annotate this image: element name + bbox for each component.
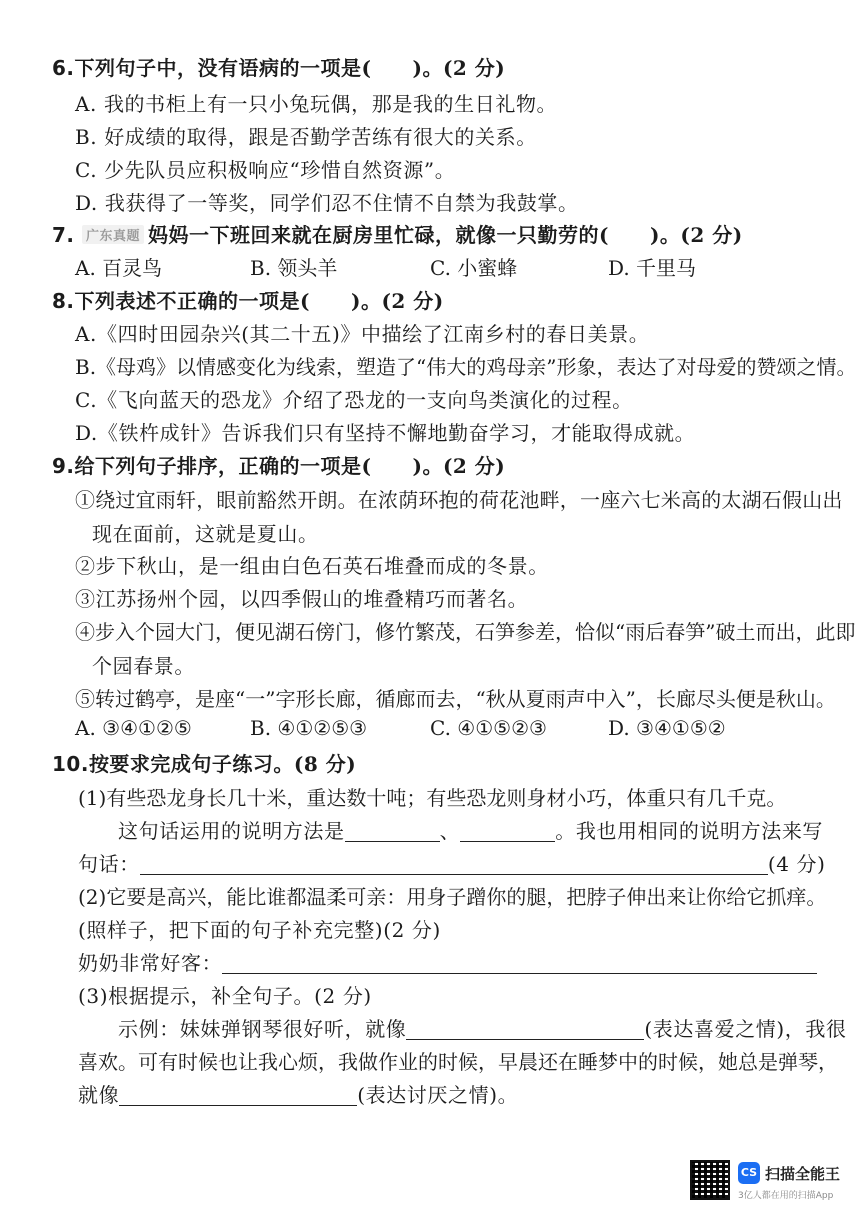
q9-sentence-2: ②步下秋山，是一组由白色石英石堆叠而成的冬景。 [75, 554, 549, 578]
q6-option-a[interactable]: A. 我的书柜上有一只小兔玩偶，那是我的生日礼物。 [75, 92, 558, 116]
prompt-text: 这句话运用的说明方法是 [118, 819, 345, 843]
prompt-text: 。我也用相同的说明方法来写 [555, 819, 824, 843]
prompt-text: 句话： [78, 852, 140, 876]
question-6-stem [52, 52, 505, 81]
q9-sentence-5: ⑤转过鹤亭，是座“一”字形长廊，循廊而去，“秋从夏雨声中入”，长廊尽头便是秋山。 [75, 687, 836, 711]
q10-part3-instruction: (3)根据提示，补全句子。(2 分) [78, 984, 372, 1008]
q10-part1-prompt [118, 815, 823, 844]
question-text: 妈妈一下班回来就在厨房里忙碌，就像一只勤劳的( )。(2 分) [148, 223, 743, 247]
q8-option-a[interactable]: A.《四时田园杂兴(其二十五)》中描绘了江南乡村的春日美景。 [75, 322, 650, 346]
q10-part1-write-line [78, 848, 826, 877]
q10-part3-write-line [78, 1079, 518, 1108]
q10-part2-instruction: (照样子，把下面的句子补充完整)(2 分) [78, 918, 441, 942]
score-label: (4 分) [767, 852, 826, 876]
question-text: 下列表述不正确的一项是( )。(2 分) [74, 289, 444, 313]
question-text: 下列句子中，没有语病的一项是( )。(2 分) [74, 56, 506, 80]
q8-option-c[interactable]: C.《飞向蓝天的恐龙》介绍了恐龙的一支向鸟类演化的过程。 [75, 388, 633, 412]
q7-option-c[interactable]: C. 小蜜蜂 [430, 256, 518, 280]
question-number: 8. [52, 289, 75, 313]
app-name: 扫描全能王 [765, 1165, 841, 1183]
q8-option-d[interactable]: D.《铁杵成针》告诉我们只有坚持不懈地勤奋学习，才能取得成就。 [75, 421, 696, 445]
q9-option-a[interactable]: A. ③④①②⑤ [75, 716, 192, 740]
q9-sentence-4: ④步入个园大门，便见湖石傍门，修竹繁茂，石笋参差，恰似“雨后春笋”破土而出，此即 [75, 620, 856, 644]
q10-part3-example-line [118, 1013, 847, 1042]
cs-logo-icon: CS [738, 1162, 760, 1184]
app-tagline: 3亿人都在用的扫描App [738, 1191, 834, 1201]
question-text: 按要求完成句子练习。(8 分) [88, 752, 357, 776]
hint-text: (表达喜爱之情)，我很 [644, 1017, 847, 1041]
answer-blank-sentence[interactable] [140, 854, 768, 875]
q10-part2-sentence: (2)它要是高兴，能比谁都温柔可亲：用身子蹭你的腿，把脖子伸出来让你给它抓痒。 [78, 885, 827, 909]
answer-blank-method-2[interactable] [460, 821, 555, 842]
q9-sentence-3: ③江苏扬州个园，以四季假山的堆叠精巧而著名。 [75, 587, 529, 611]
q10-part1-sentence: (1)有些恐龙身长几十米，重达数十吨；有些恐龙则身材小巧，体重只有几千克。 [78, 786, 787, 810]
q9-option-c[interactable]: C. ④①⑤②③ [430, 716, 547, 740]
q6-option-c[interactable]: C. 少先队员应积极响应“珍惜自然资源”。 [75, 158, 456, 182]
q7-option-a[interactable]: A. 百灵鸟 [75, 256, 163, 280]
prompt-text: 示例：妹妹弹钢琴很好听，就像 [118, 1017, 407, 1041]
prompt-text: 奶奶非常好客： [78, 951, 223, 975]
question-9-stem [52, 450, 505, 479]
question-number: 6. [52, 56, 75, 80]
q6-option-d[interactable]: D. 我获得了一等奖，同学们忍不住情不自禁为我鼓掌。 [75, 191, 579, 215]
answer-blank-method-1[interactable] [345, 821, 440, 842]
q7-option-b[interactable]: B. 领头羊 [250, 256, 338, 280]
q6-option-b[interactable]: B. 好成绩的取得，跟是否勤学苦练有很大的关系。 [75, 125, 537, 149]
q10-part2-write-line [78, 947, 817, 976]
question-number: 9. [52, 454, 75, 478]
source-tag: 广东真题 [82, 225, 144, 244]
question-number: 10. [52, 752, 89, 776]
q9-sentence-4-cont: 个园春景。 [92, 654, 195, 678]
prompt-text: 就像 [78, 1083, 120, 1107]
question-8-stem [52, 285, 444, 314]
q8-option-b[interactable]: B.《母鸡》以情感变化为线索，塑造了“伟大的鸡母亲”形象，表达了对母爱的赞颂之情。 [75, 355, 857, 379]
q10-part3-continuation: 喜欢。可有时候也让我心烦，我做作业的时候，早晨还在睡梦中的时候，她总是弹琴， [78, 1050, 838, 1074]
question-10-stem [52, 748, 356, 777]
hint-text: (表达讨厌之情)。 [357, 1083, 519, 1107]
question-text: 给下列句子排序，正确的一项是( )。(2 分) [74, 454, 506, 478]
q9-sentence-1: ①绕过宜雨轩，眼前豁然开朗。在浓荫环抱的荷花池畔，一座六七米高的太湖石假山出 [75, 488, 843, 512]
scanner-watermark [690, 1160, 850, 1202]
answer-blank-hospitable[interactable] [222, 953, 817, 974]
q9-sentence-1-cont: 现在面前，这就是夏山。 [92, 522, 319, 546]
question-7-stem [52, 219, 743, 248]
answer-blank-like[interactable] [406, 1019, 644, 1040]
q9-option-d[interactable]: D. ③④①⑤② [608, 716, 726, 740]
answer-blank-dislike[interactable] [119, 1085, 357, 1106]
q9-option-b[interactable]: B. ④①②⑤③ [250, 716, 368, 740]
separator: 、 [439, 819, 461, 843]
q7-option-d[interactable]: D. 千里马 [608, 256, 697, 280]
question-number: 7. [52, 223, 75, 247]
qr-code-icon [690, 1160, 730, 1200]
